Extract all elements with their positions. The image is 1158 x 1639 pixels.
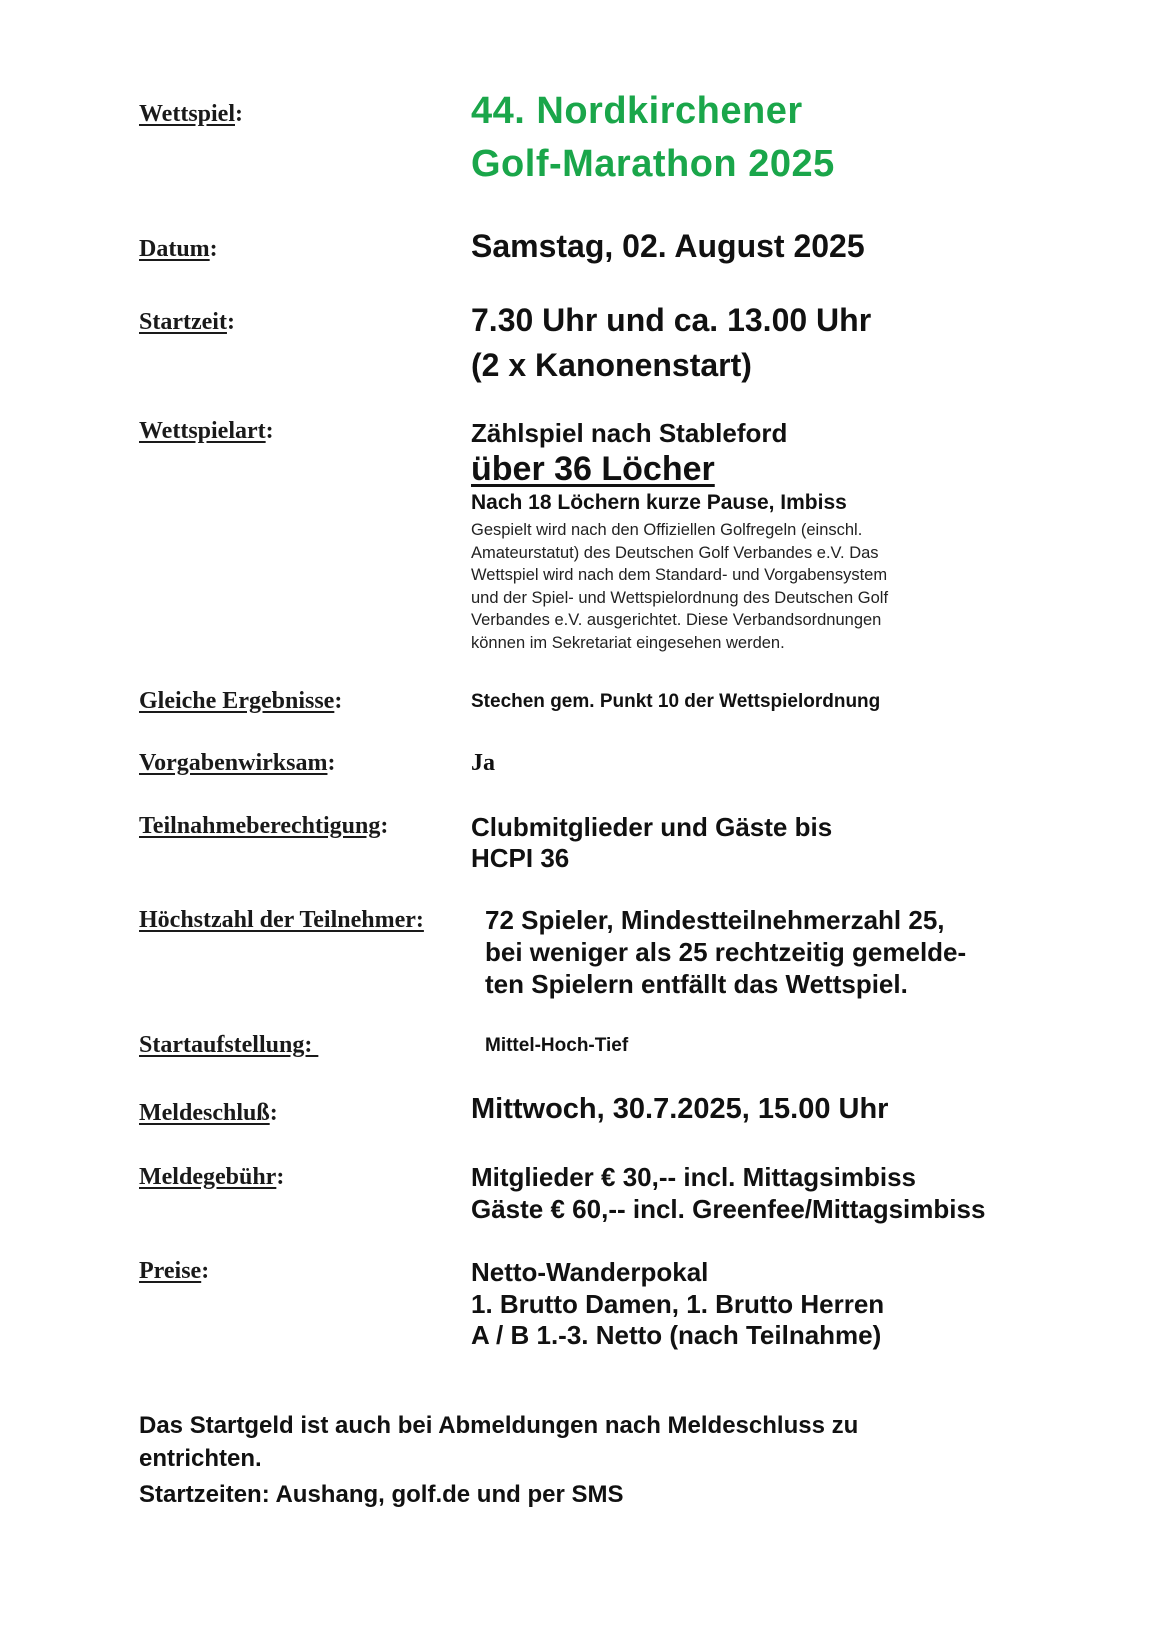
label-meldeschluss: Meldeschluß: (139, 1100, 278, 1126)
startzeit-line2: (2 x Kanonenstart) (471, 347, 752, 383)
label-vorgabenwirksam: Vorgabenwirksam: (139, 750, 336, 776)
startzeit-line1: 7.30 Uhr und ca. 13.00 Uhr (471, 302, 872, 338)
meldeschluss-value: Mittwoch, 30.7.2025, 15.00 Uhr (471, 1093, 889, 1125)
label-hoechstzahl: Höchstzahl der Teilnehmer: (139, 907, 424, 933)
teilnahme-line2: HCPI 36 (471, 843, 570, 873)
rules-line: Amateurstatut) des Deutschen Golf Verbandes e.V. Das (471, 543, 879, 562)
rules-line: Gespielt wird nach den Offiziellen Golfregeln (einschl. (471, 521, 863, 539)
label-gleiche-ergebnisse: Gleiche Ergebnisse: (139, 688, 343, 714)
event-title-line1: 44. Nordkirchener (471, 90, 803, 132)
hoechstzahl-line2: bei weniger als 25 rechtzeitig gemelde- (485, 937, 967, 967)
wettspielart-line2: über 36 Löcher (471, 450, 715, 488)
gleiche-ergebnisse-value: Stechen gem. Punkt 10 der Wettspielordnung (471, 691, 881, 712)
rules-line: können im Sekretariat eingesehen werden. (471, 633, 785, 652)
wettspielart-rules (471, 519, 991, 654)
footer-note (139, 1409, 1019, 1511)
hoechstzahl-line3: ten Spielern entfällt das Wettspiel. (485, 969, 908, 999)
datum-value: Samstag, 02. August 2025 (471, 228, 865, 264)
wettspielart-line1: Zählspiel nach Stableford (471, 418, 788, 448)
footer-line3: Startzeiten: Aushang, golf.de und per SMS (139, 1481, 624, 1508)
footer-line2: entrichten. (139, 1445, 262, 1472)
rules-line: Wettspiel wird nach dem Standard- und Vorgabensystem (471, 566, 888, 584)
vorgabenwirksam-value: Ja (471, 750, 495, 776)
label-wettspiel: Wettspiel: (139, 101, 243, 127)
meldegebuehr-line2: Gäste € 60,-- incl. Greenfee/Mittagsimbiss (471, 1194, 986, 1224)
rules-line: und der Spiel- und Wettspielordnung des Deutschen Golf (471, 588, 889, 607)
label-preise: Preise: (139, 1258, 210, 1284)
label-wettspielart: Wettspielart: (139, 418, 274, 444)
meldegebuehr-line1: Mitglieder € 30,-- incl. Mittagsimbiss (471, 1162, 916, 1192)
startaufstellung-value: Mittel-Hoch-Tief (485, 1035, 629, 1056)
hoechstzahl-line1: 72 Spieler, Mindestteilnehmerzahl 25, (485, 905, 945, 935)
teilnahme-line1: Clubmitglieder und Gäste bis (471, 812, 833, 842)
footer-line1: Das Startgeld ist auch bei Abmeldungen nach Meldeschluss zu (139, 1412, 859, 1439)
label-startaufstellung: Startaufstellung: (139, 1032, 319, 1058)
label-meldegebuehr: Meldegebühr: (139, 1164, 285, 1190)
preise-line2: 1. Brutto Damen, 1. Brutto Herren (471, 1289, 885, 1319)
preise-line1: Netto-Wanderpokal (471, 1257, 709, 1287)
label-startzeit: Startzeit: (139, 309, 235, 335)
event-title-line2: Golf-Marathon 2025 (471, 143, 835, 185)
label-datum: Datum: (139, 236, 218, 262)
label-teilnahmeberechtigung: Teilnahmeberechtigung: (139, 813, 389, 839)
rules-line: Verbandes e.V. ausgerichtet. Diese Verbandsordnungen (471, 611, 882, 629)
wettspielart-line3: Nach 18 Löchern kurze Pause, Imbiss (471, 491, 847, 514)
preise-line3: A / B 1.-3. Netto (nach Teilnahme) (471, 1320, 882, 1350)
